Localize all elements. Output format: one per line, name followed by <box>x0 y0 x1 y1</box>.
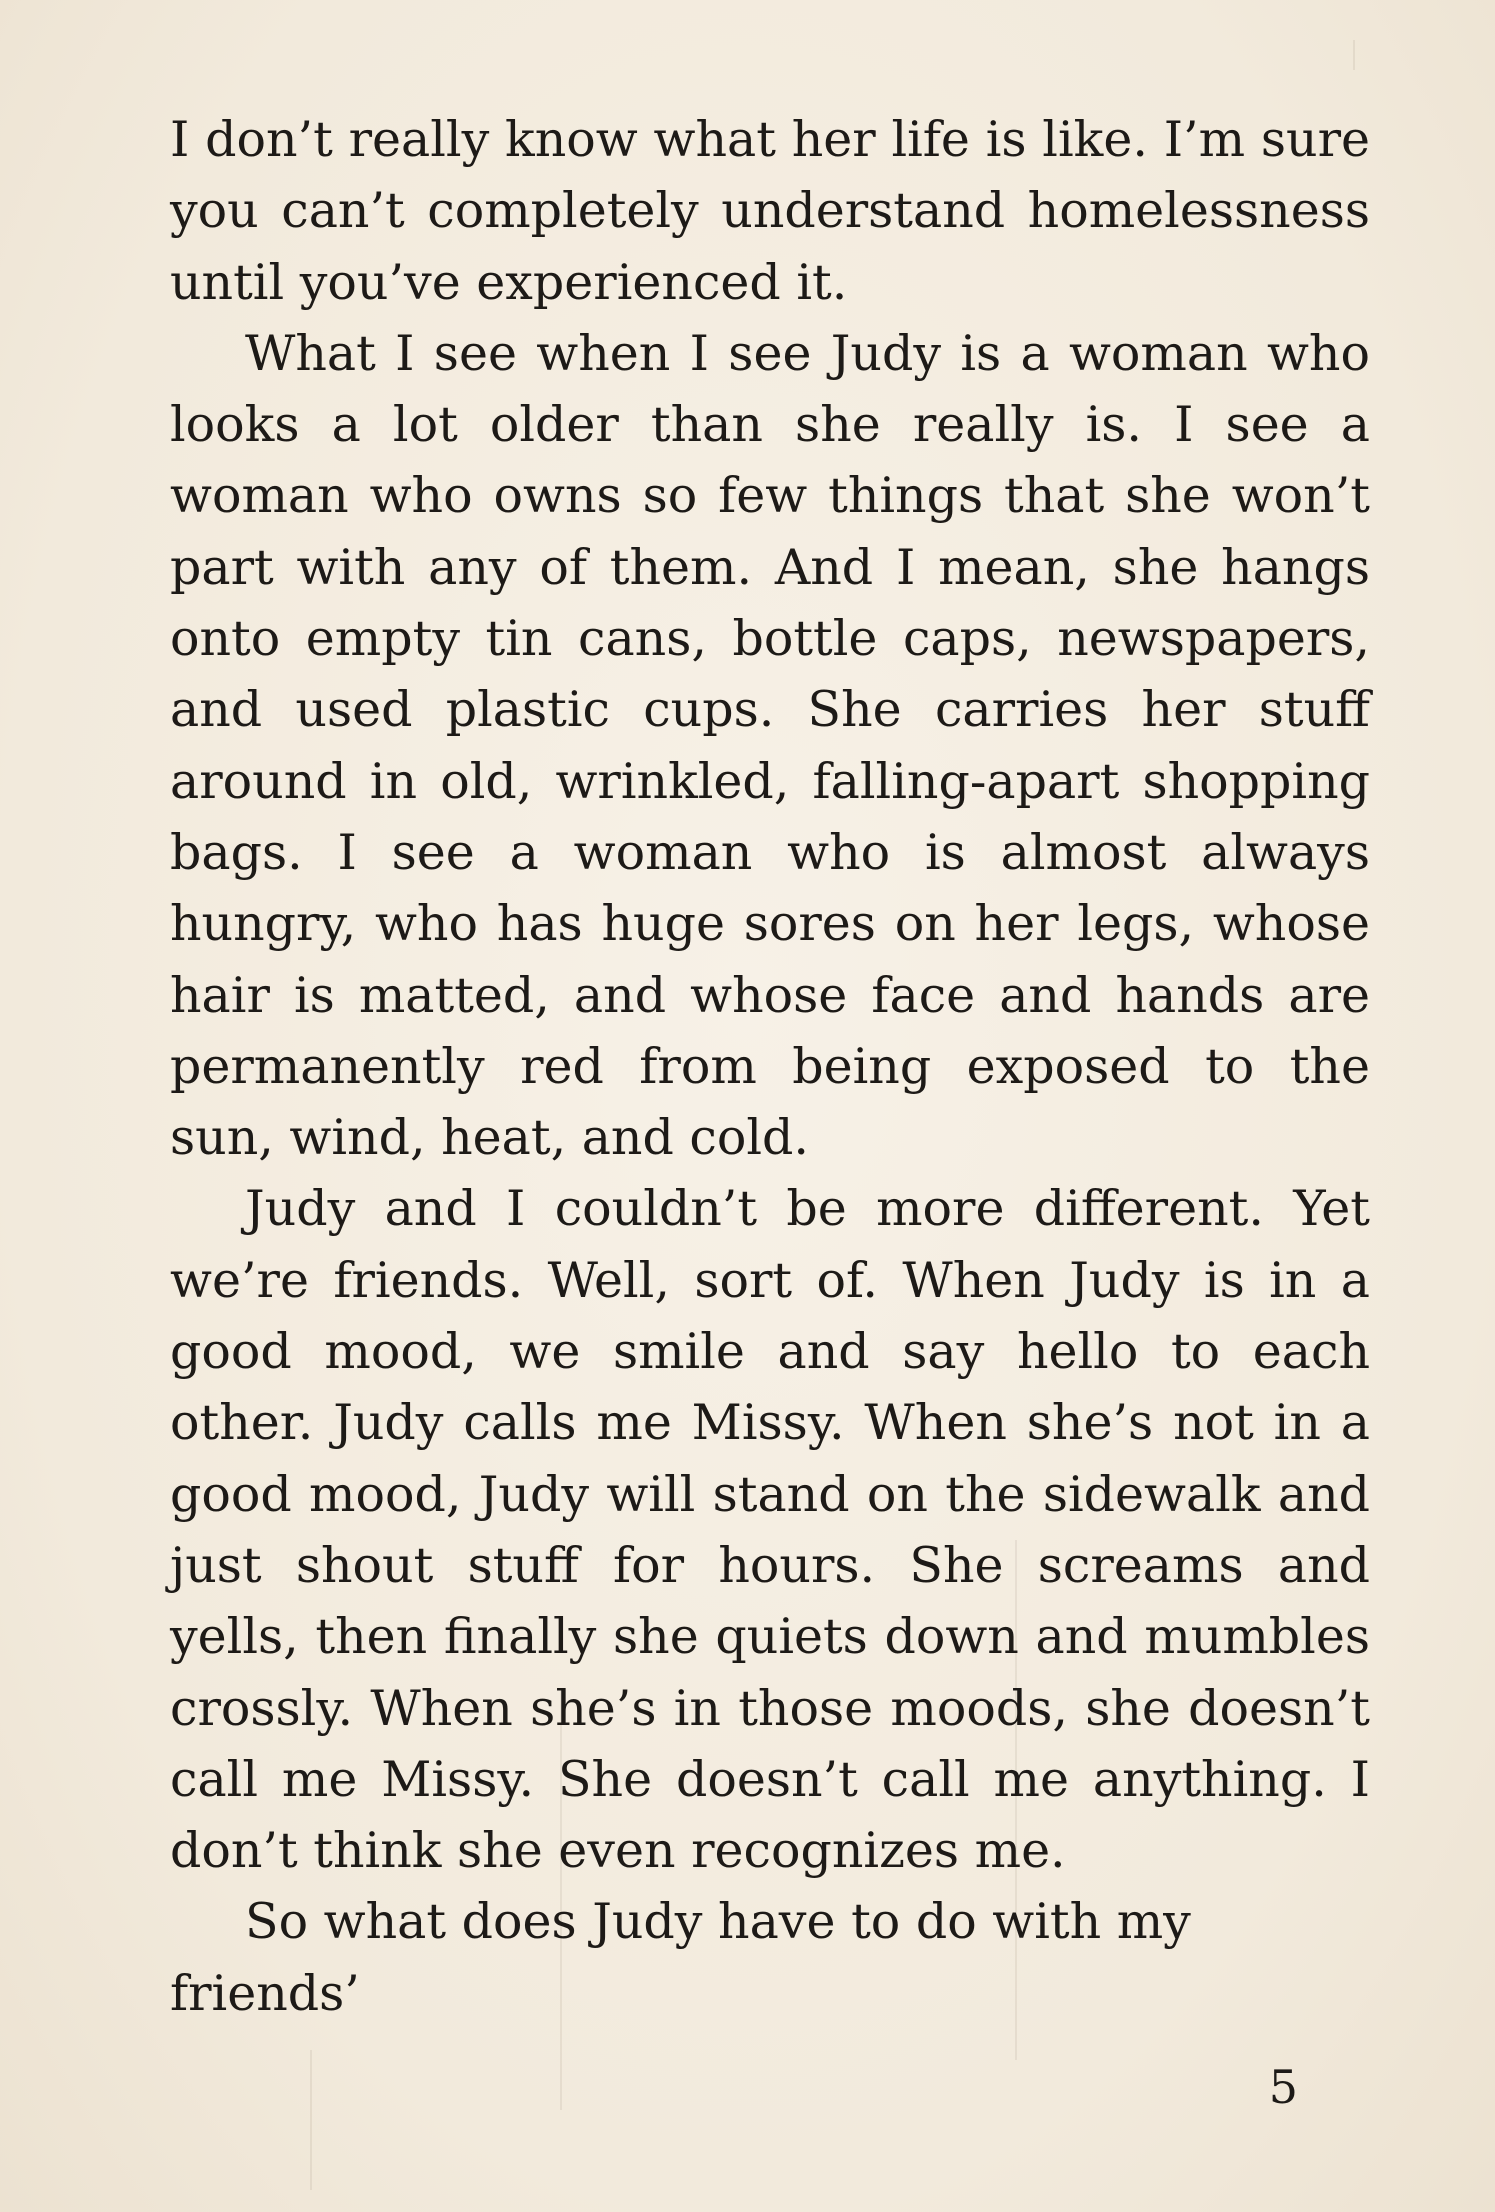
paragraph-2: What I see when I see Judy is a woman who looks a lot older than she really is. I see a woman who owns so few things that she won’t part with any of them. And I mean, she hangs onto empty tin cans, bottle caps, newspapers, and used plastic cups. She carries her stuff around in old, wrinkled, falling-apart shopping bags. I see a woman who is almost always hungry, who has huge sores on her legs, whose hair is matted, and whose face and hands are permanently red from being exposed to the sun, wind, heat, and cold. <box>170 324 1370 1167</box>
paragraph-3: Judy and I couldn’t be more different. Yet we’re friends. Well, sort of. When Judy is in a good mood, we smile and say hello to each other. Judy calls me Missy. When she’s not in a good mood, Judy will stand on the sidewalk and just shout stuff for hours. She screams and yells, then finally she quiets down and mumbles crossly. When she’s in those moods, she doesn’t call me Missy. She doesn’t call me anything. I don’t think she even recognizes me. <box>170 1180 1370 1880</box>
paper-crease <box>1353 40 1355 70</box>
paper-crease <box>310 2050 312 2190</box>
paragraph-4: So what does Judy have to do with my friends’ <box>170 1893 1191 2022</box>
body-text <box>170 104 1370 2029</box>
paragraph-1: I don’t really know what her life is like. I’m sure you can’t completely understand homelessness until you’ve experienced it. <box>170 111 1370 311</box>
page-number: 5 <box>1268 2060 1298 2114</box>
